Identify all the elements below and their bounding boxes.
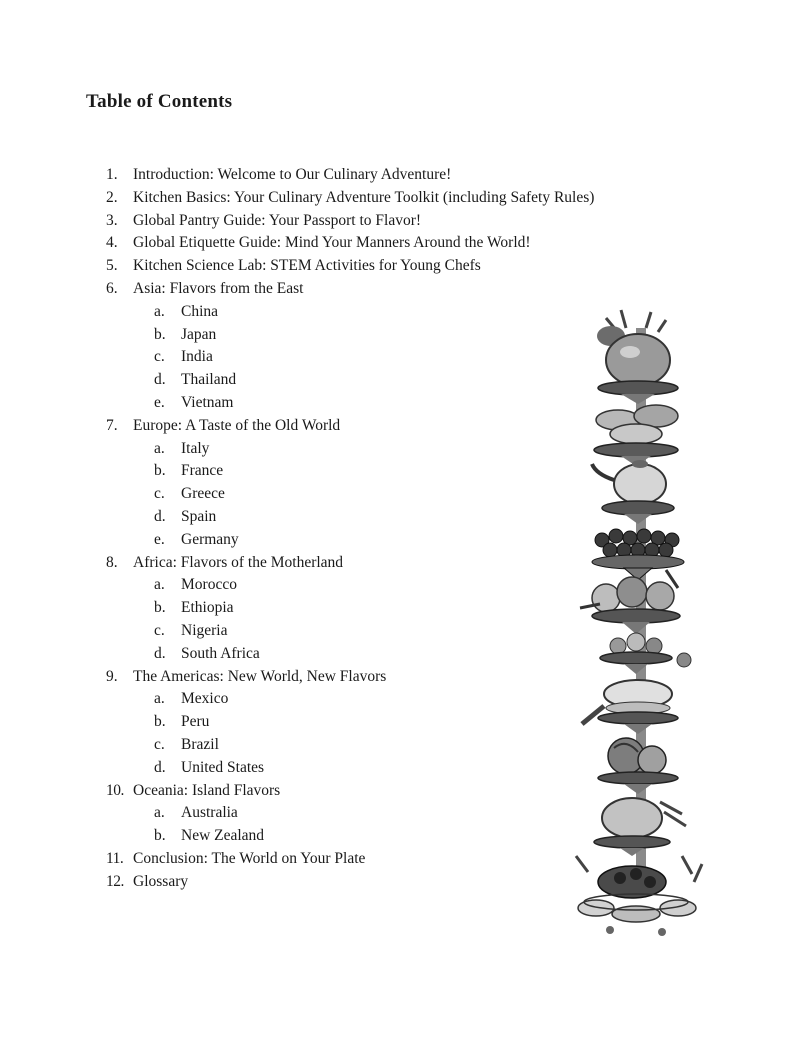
toc-number: 11. — [106, 849, 124, 867]
toc-sub-title: Spain — [181, 507, 217, 525]
tier-loaf — [594, 798, 686, 856]
toc-entry-2 — [106, 187, 706, 210]
toc-entry-3 — [106, 210, 706, 233]
toc-entry-4 — [106, 232, 706, 255]
toc-sub-letter: c. — [154, 735, 165, 753]
toc-sub-letter: a. — [154, 690, 165, 708]
toc-sub-title: Morocco — [181, 576, 237, 594]
toc-sub-letter: a. — [154, 302, 165, 320]
toc-sub-title: South Africa — [181, 644, 260, 662]
toc-sub-title: Nigeria — [181, 621, 228, 639]
stacked-food-plates-illustration — [566, 308, 716, 940]
toc-sub-title: United States — [181, 758, 265, 776]
toc-entry-1 — [106, 164, 706, 187]
toc-number: 2. — [106, 188, 118, 206]
toc-number: 9. — [106, 667, 118, 685]
tier-bread — [582, 680, 678, 734]
tier-teapot — [592, 460, 674, 524]
toc-title: Africa: Flavors of the Motherland — [133, 553, 344, 571]
toc-title: Asia: Flavors from the East — [133, 279, 304, 297]
toc-sub-title: Japan — [181, 325, 217, 343]
toc-sub-letter: b. — [154, 827, 166, 845]
toc-sub-title: India — [181, 348, 213, 366]
tier-berries — [592, 529, 684, 580]
toc-sub-title: France — [181, 462, 224, 480]
page-title: Table of Contents — [86, 91, 233, 112]
toc-sub-letter: a. — [154, 576, 165, 594]
toc-entry-5 — [106, 255, 706, 278]
toc-title: Global Pantry Guide: Your Passport to Flavor! — [133, 211, 422, 229]
toc-sub-title: Vietnam — [181, 393, 234, 411]
toc-title: Kitchen Basics: Your Culinary Adventure Toolkit (including Safety Rules) — [133, 188, 595, 206]
tier-pomegranate — [597, 310, 678, 404]
toc-number: 4. — [106, 234, 118, 252]
toc-sub-letter: b. — [154, 599, 166, 617]
toc-sub-title: Thailand — [181, 371, 237, 389]
toc-number: 7. — [106, 416, 118, 434]
toc-title: Introduction: Welcome to Our Culinary Adventure! — [133, 166, 452, 183]
toc-sub-letter: b. — [154, 325, 166, 343]
toc-sub-letter: a. — [154, 804, 165, 822]
toc-sub-title: Peru — [181, 713, 210, 731]
toc-sub-letter: b. — [154, 462, 166, 480]
toc-number: 1. — [106, 166, 118, 183]
toc-number: 5. — [106, 257, 118, 275]
toc-number: 12. — [106, 872, 124, 890]
tier-base-platter — [576, 856, 702, 936]
toc-sub-title: New Zealand — [181, 827, 265, 845]
toc-sub-title: Greece — [181, 485, 225, 503]
toc-sub-title: Ethiopia — [181, 599, 234, 617]
tier-fruit-bowl — [580, 570, 680, 634]
toc-title: Global Etiquette Guide: Mind Your Manners Around the World! — [133, 234, 531, 252]
toc-sub-title: Germany — [181, 530, 239, 548]
toc-sub-letter: e. — [154, 530, 165, 548]
toc-sub-title: Italy — [181, 439, 210, 457]
toc-sub-letter: d. — [154, 507, 166, 525]
toc-title: Conclusion: The World on Your Plate — [133, 849, 366, 867]
tier-leaves — [594, 405, 678, 466]
toc-title: Europe: A Taste of the Old World — [133, 416, 341, 434]
toc-title: Oceania: Island Flavors — [133, 781, 281, 799]
toc-sub-title: China — [181, 302, 219, 320]
toc-sub-letter: e. — [154, 393, 165, 411]
toc-sub-letter: d. — [154, 371, 166, 389]
toc-number: 3. — [106, 211, 118, 229]
toc-title: Kitchen Science Lab: STEM Activities for Young Chefs — [133, 257, 481, 275]
toc-sub-letter: a. — [154, 439, 165, 457]
toc-sub-title: Australia — [181, 804, 238, 822]
tier-greens — [598, 738, 678, 794]
toc-sub-letter: c. — [154, 621, 165, 639]
toc-number: 6. — [106, 279, 118, 297]
toc-sub-letter: c. — [154, 348, 165, 366]
toc-sub-letter: d. — [154, 758, 166, 776]
toc-sub-title: Mexico — [181, 690, 229, 708]
toc-title: The Americas: New World, New Flavors — [133, 667, 387, 685]
toc-sub-letter: d. — [154, 644, 166, 662]
toc-number: 8. — [106, 553, 118, 571]
toc-title: Glossary — [133, 872, 189, 890]
toc-number: 10. — [106, 781, 124, 799]
toc-sub-letter: c. — [154, 485, 165, 503]
toc-sub-title: Brazil — [181, 735, 219, 753]
toc-sub-letter: b. — [154, 713, 166, 731]
